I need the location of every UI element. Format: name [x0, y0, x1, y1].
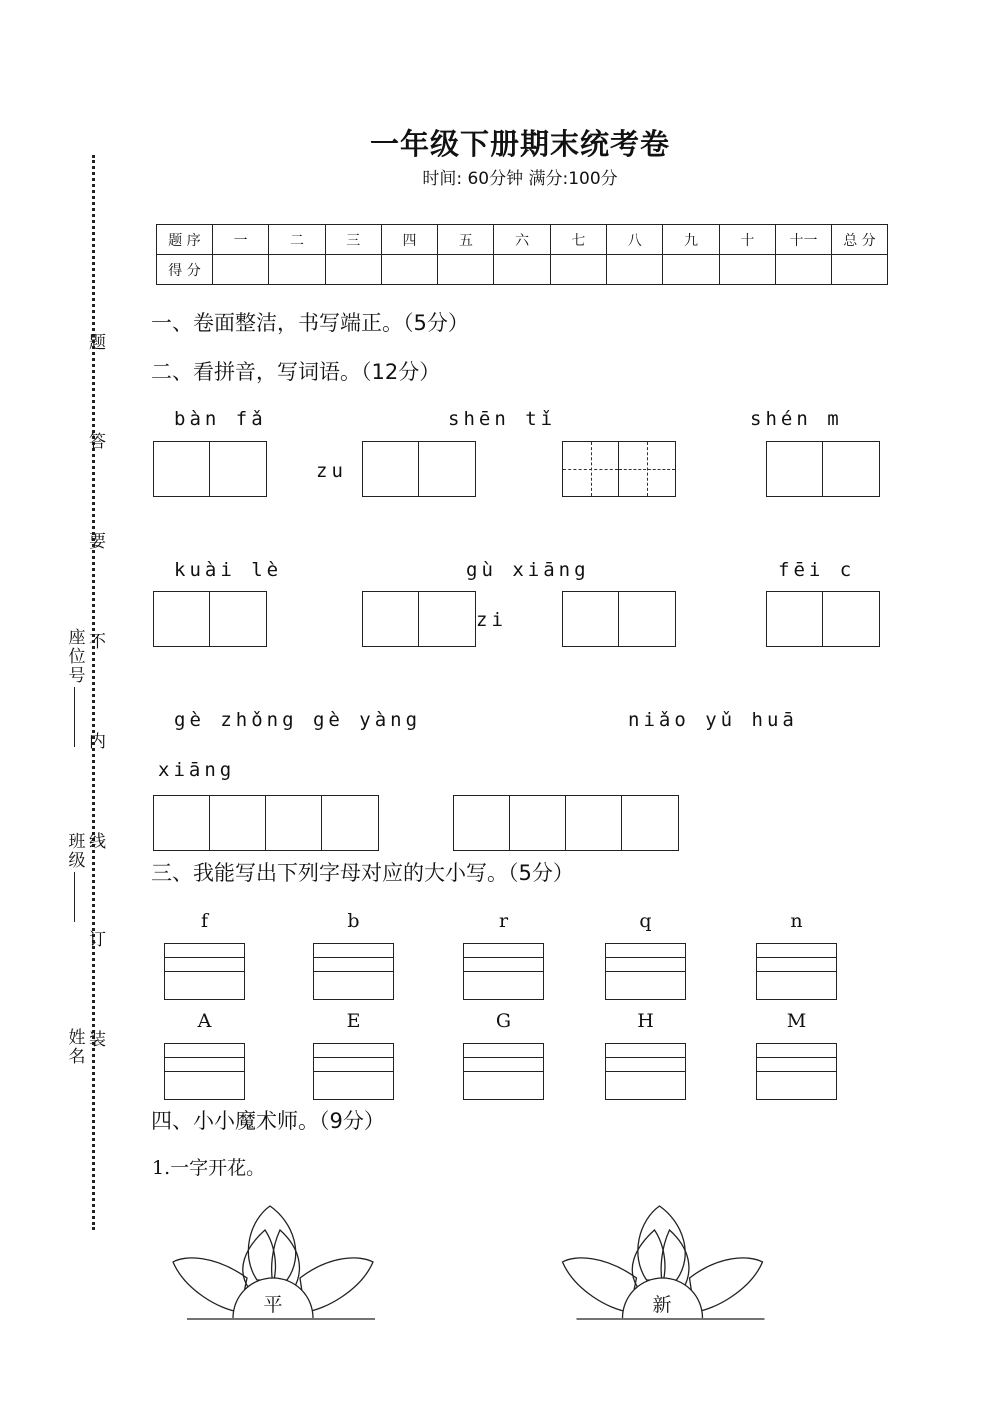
score-col-4: 四 [381, 225, 437, 255]
lowercase-letter-r: r [498, 910, 509, 932]
lowercase-letter-b: b [347, 910, 360, 932]
score-col-7: 七 [550, 225, 606, 255]
score-cell[interactable] [381, 255, 437, 285]
subquestion-1: 1.一字开花。 [152, 1157, 266, 1179]
score-col-5: 五 [438, 225, 494, 255]
four-line-box-b[interactable] [313, 943, 394, 1000]
field-class-label: 班级 [64, 832, 85, 870]
flower-2-char: 新 [652, 1294, 672, 1316]
field-class-line [74, 872, 75, 922]
binding-hint-6: 线 [85, 832, 105, 851]
four-line-box-q[interactable] [605, 943, 686, 1000]
four-line-box-a[interactable] [164, 1043, 245, 1100]
binding-hint-2: 答 [85, 432, 105, 451]
field-class[interactable] [64, 832, 84, 924]
answer-box-banfa[interactable] [153, 441, 267, 497]
exam-title: 一年级下册期末统考卷 [369, 127, 670, 161]
score-col-8: 八 [607, 225, 663, 255]
score-cell[interactable] [831, 255, 887, 285]
pinyin-shenm: shén m [750, 408, 843, 430]
binding-hint-8: 装 [85, 1030, 105, 1049]
pinyin-zi: zi [476, 609, 507, 631]
field-seat-number-label: 座位号 [64, 628, 85, 685]
binding-hint-5: 内 [85, 732, 105, 751]
answer-box-feic[interactable] [766, 591, 880, 647]
score-col-2: 二 [269, 225, 325, 255]
binding-hint-3: 要 [85, 532, 105, 551]
score-row-label: 得 分 [157, 255, 213, 285]
binding-hint-7: 订 [85, 930, 105, 949]
lowercase-letter-n: n [790, 910, 803, 932]
answer-box-kuaile[interactable] [153, 591, 267, 647]
uppercase-letter-g: G [495, 1010, 512, 1032]
pinyin-feic: fēi c [778, 559, 856, 581]
section-1-heading: 一、卷面整洁，书写端正。（5分） [151, 311, 469, 335]
answer-box-shenm[interactable] [766, 441, 880, 497]
score-col-3: 三 [325, 225, 381, 255]
answer-box-niaoyuhuaxiang[interactable] [453, 795, 679, 851]
flower-1-char: 平 [263, 1294, 283, 1316]
score-cell[interactable] [494, 255, 550, 285]
score-cell[interactable] [325, 255, 381, 285]
score-col-9: 九 [663, 225, 719, 255]
four-line-box-n[interactable] [756, 943, 837, 1000]
pinyin-xiang: xiāng [158, 759, 236, 781]
score-col-1: 一 [213, 225, 269, 255]
score-table [156, 224, 888, 285]
field-name[interactable] [64, 1028, 84, 1066]
score-cell[interactable] [607, 255, 663, 285]
field-seat-number-line [74, 687, 75, 747]
score-col-10: 十 [719, 225, 775, 255]
pinyin-shenti: shēn tǐ [448, 408, 557, 430]
section-3-heading: 三、我能写出下列字母对应的大小写。（5分） [151, 861, 574, 885]
lowercase-letter-f: f [200, 910, 209, 932]
binding-dotted-line [92, 155, 95, 1230]
four-line-box-e[interactable] [313, 1043, 394, 1100]
pinyin-kuaile: kuài lè [174, 559, 283, 581]
score-cell[interactable] [775, 255, 831, 285]
binding-hint-4: 不 [85, 632, 105, 651]
score-cell[interactable] [213, 255, 269, 285]
answer-box-zu[interactable] [362, 441, 476, 497]
pinyin-guxiang: gù xiāng [466, 559, 590, 581]
uppercase-letter-h: H [637, 1010, 654, 1032]
score-cell[interactable] [550, 255, 606, 285]
section-2-heading: 二、看拼音，写词语。（12分） [151, 360, 441, 384]
score-cell[interactable] [719, 255, 775, 285]
field-seat-number[interactable] [64, 628, 84, 749]
field-name-label: 姓名 [64, 1028, 85, 1066]
four-line-box-g[interactable] [463, 1043, 544, 1100]
pinyin-niaoyuhua: niǎo yǔ huā [628, 709, 798, 731]
score-table-score-row [157, 255, 888, 285]
uppercase-letter-e: E [346, 1010, 361, 1032]
answer-box-gezhonggeyang[interactable] [153, 795, 379, 851]
answer-box-shenti[interactable] [562, 441, 676, 497]
section-4-heading: 四、小小魔术师。（9分） [151, 1109, 385, 1133]
score-cell[interactable] [438, 255, 494, 285]
uppercase-letter-m: M [786, 1010, 807, 1032]
pinyin-banfa: bàn fǎ [174, 408, 267, 430]
four-line-box-f[interactable] [164, 943, 245, 1000]
answer-box-zi[interactable] [362, 591, 476, 647]
four-line-box-r[interactable] [463, 943, 544, 1000]
score-table-header-row [157, 225, 888, 255]
score-header-label: 题 序 [157, 225, 213, 255]
score-col-6: 六 [494, 225, 550, 255]
uppercase-letter-a: A [197, 1010, 212, 1032]
score-col-11: 十一 [775, 225, 831, 255]
score-cell[interactable] [269, 255, 325, 285]
four-line-box-m[interactable] [756, 1043, 837, 1100]
four-line-box-h[interactable] [605, 1043, 686, 1100]
binding-hint-1: 题 [85, 333, 105, 352]
exam-subtitle: 时间: 60分钟 满分:100分 [422, 169, 618, 189]
score-col-total: 总 分 [831, 225, 887, 255]
answer-box-guxiang[interactable] [562, 591, 676, 647]
lowercase-letter-q: q [639, 910, 652, 932]
pinyin-zu: zu [316, 460, 347, 482]
pinyin-gezhonggeyang: gè zhǒng gè yàng [174, 709, 422, 731]
score-cell[interactable] [663, 255, 719, 285]
